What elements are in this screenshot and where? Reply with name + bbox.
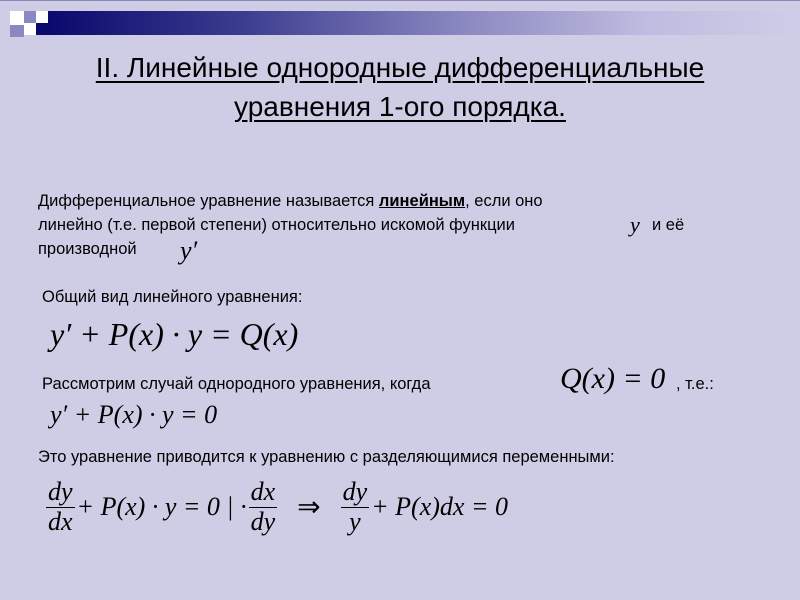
homogeneous-formula: y′ + P(x) · y = 0 [50, 400, 218, 429]
final-formula [44, 478, 508, 536]
top-border [0, 0, 800, 1]
fraction-denominator: dy [250, 506, 276, 536]
fraction-denominator: dx [48, 506, 73, 536]
variable-y-prime: y′ [180, 236, 198, 265]
general-formula: y′ + P(x) · y = Q(x) [50, 316, 299, 352]
implies-arrow-icon: ⇒ [297, 492, 321, 524]
fraction-numerator: dy [48, 477, 73, 506]
definition-line-2 [38, 213, 515, 237]
fraction-dx-dy [249, 478, 278, 536]
slide-title: II. Линейные однородные дифференциальные уравнения 1-ого порядка. [95, 52, 705, 122]
definition-line-3: производной [38, 240, 137, 258]
header-gradient-bar [48, 11, 800, 35]
definition-text: Дифференциальное уравнение называется [38, 192, 379, 210]
homogeneous-condition: Q(x) = 0 [560, 362, 666, 395]
definition-line-1 [38, 189, 543, 213]
definition-text: , если оно [465, 192, 543, 210]
formula-end: + P(x)dx = 0 [371, 492, 508, 522]
fraction-numerator: dy [342, 477, 368, 506]
formula-middle: + P(x) · y = 0 | · [76, 492, 247, 522]
fraction-numerator: dx [250, 477, 276, 506]
homogeneous-te: , т.е.: [676, 375, 714, 393]
fraction-dy-y [341, 478, 370, 536]
fraction-dy-dx [46, 478, 75, 536]
variable-y: y [630, 212, 640, 237]
definition-text: линейно (т.е. первой степени) относительно искомой функции [38, 216, 515, 234]
definition-text-end: и её [652, 216, 685, 234]
fraction-denominator: y [349, 506, 361, 536]
general-form-label: Общий вид линейного уравнения: [42, 288, 303, 306]
homogeneous-label: Рассмотрим случай однородного уравнения, когда [42, 375, 431, 393]
definition-keyword: линейным [378, 192, 466, 210]
separable-label: Это уравнение приводится к уравнению с разделяющимися переменными: [38, 448, 615, 466]
